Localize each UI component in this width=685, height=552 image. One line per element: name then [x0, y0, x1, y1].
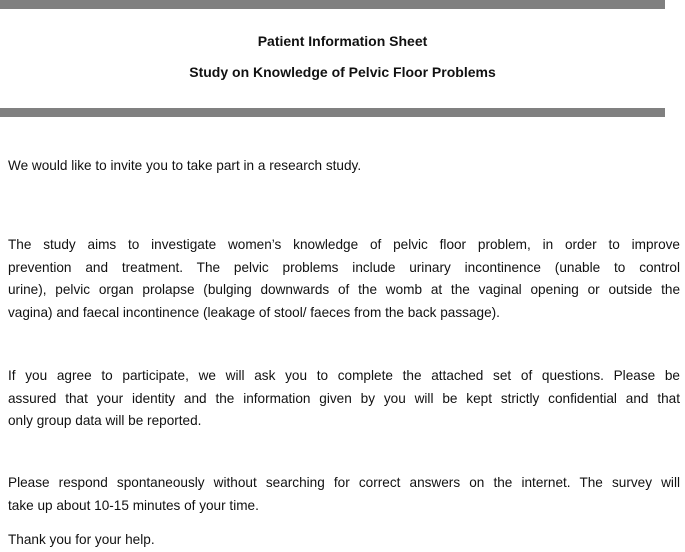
- document-subtitle: Study on Knowledge of Pelvic Floor Problems: [189, 64, 496, 80]
- paragraph-line: prevention and treatment. The pelvic problems include urinary incontinence (unable to control: [8, 259, 680, 275]
- paragraph-invitation: [8, 155, 680, 178]
- paragraph-study-aims: [8, 234, 680, 324]
- paragraph-line: take up about 10-15 minutes of your time.: [8, 497, 259, 513]
- paragraph-line: Thank you for your help.: [8, 532, 155, 547]
- paragraph-participation: [8, 365, 680, 433]
- document-title: Patient Information Sheet: [257, 33, 428, 49]
- paragraph-thanks: [8, 529, 680, 552]
- paragraph-line: The study aims to investigate women’s knowledge of pelvic floor problem, in order to improve: [8, 237, 680, 252]
- paragraph-line: vagina) and faecal incontinence (leakage of stool/ faeces from the back passage).: [8, 304, 500, 320]
- top-divider-bar: [0, 0, 665, 9]
- bottom-divider-bar: [0, 108, 665, 117]
- paragraph-line: Please respond spontaneously without searching for correct answers on the internet. The survey will: [8, 475, 680, 490]
- paragraph-line: only group data will be reported.: [8, 413, 202, 429]
- paragraph-line: assured that your identity and the information given by you will be kept strictly confidential and that: [8, 390, 680, 406]
- paragraph-instructions: [8, 472, 680, 517]
- paragraph-line: We would like to invite you to take part in a research study.: [8, 158, 362, 173]
- paragraph-line: urine), pelvic organ prolapse (bulging downwards of the womb at the vaginal opening or outside the: [8, 282, 680, 298]
- paragraph-line: If you agree to participate, we will ask you to complete the attached set of questions. Please be: [8, 368, 680, 383]
